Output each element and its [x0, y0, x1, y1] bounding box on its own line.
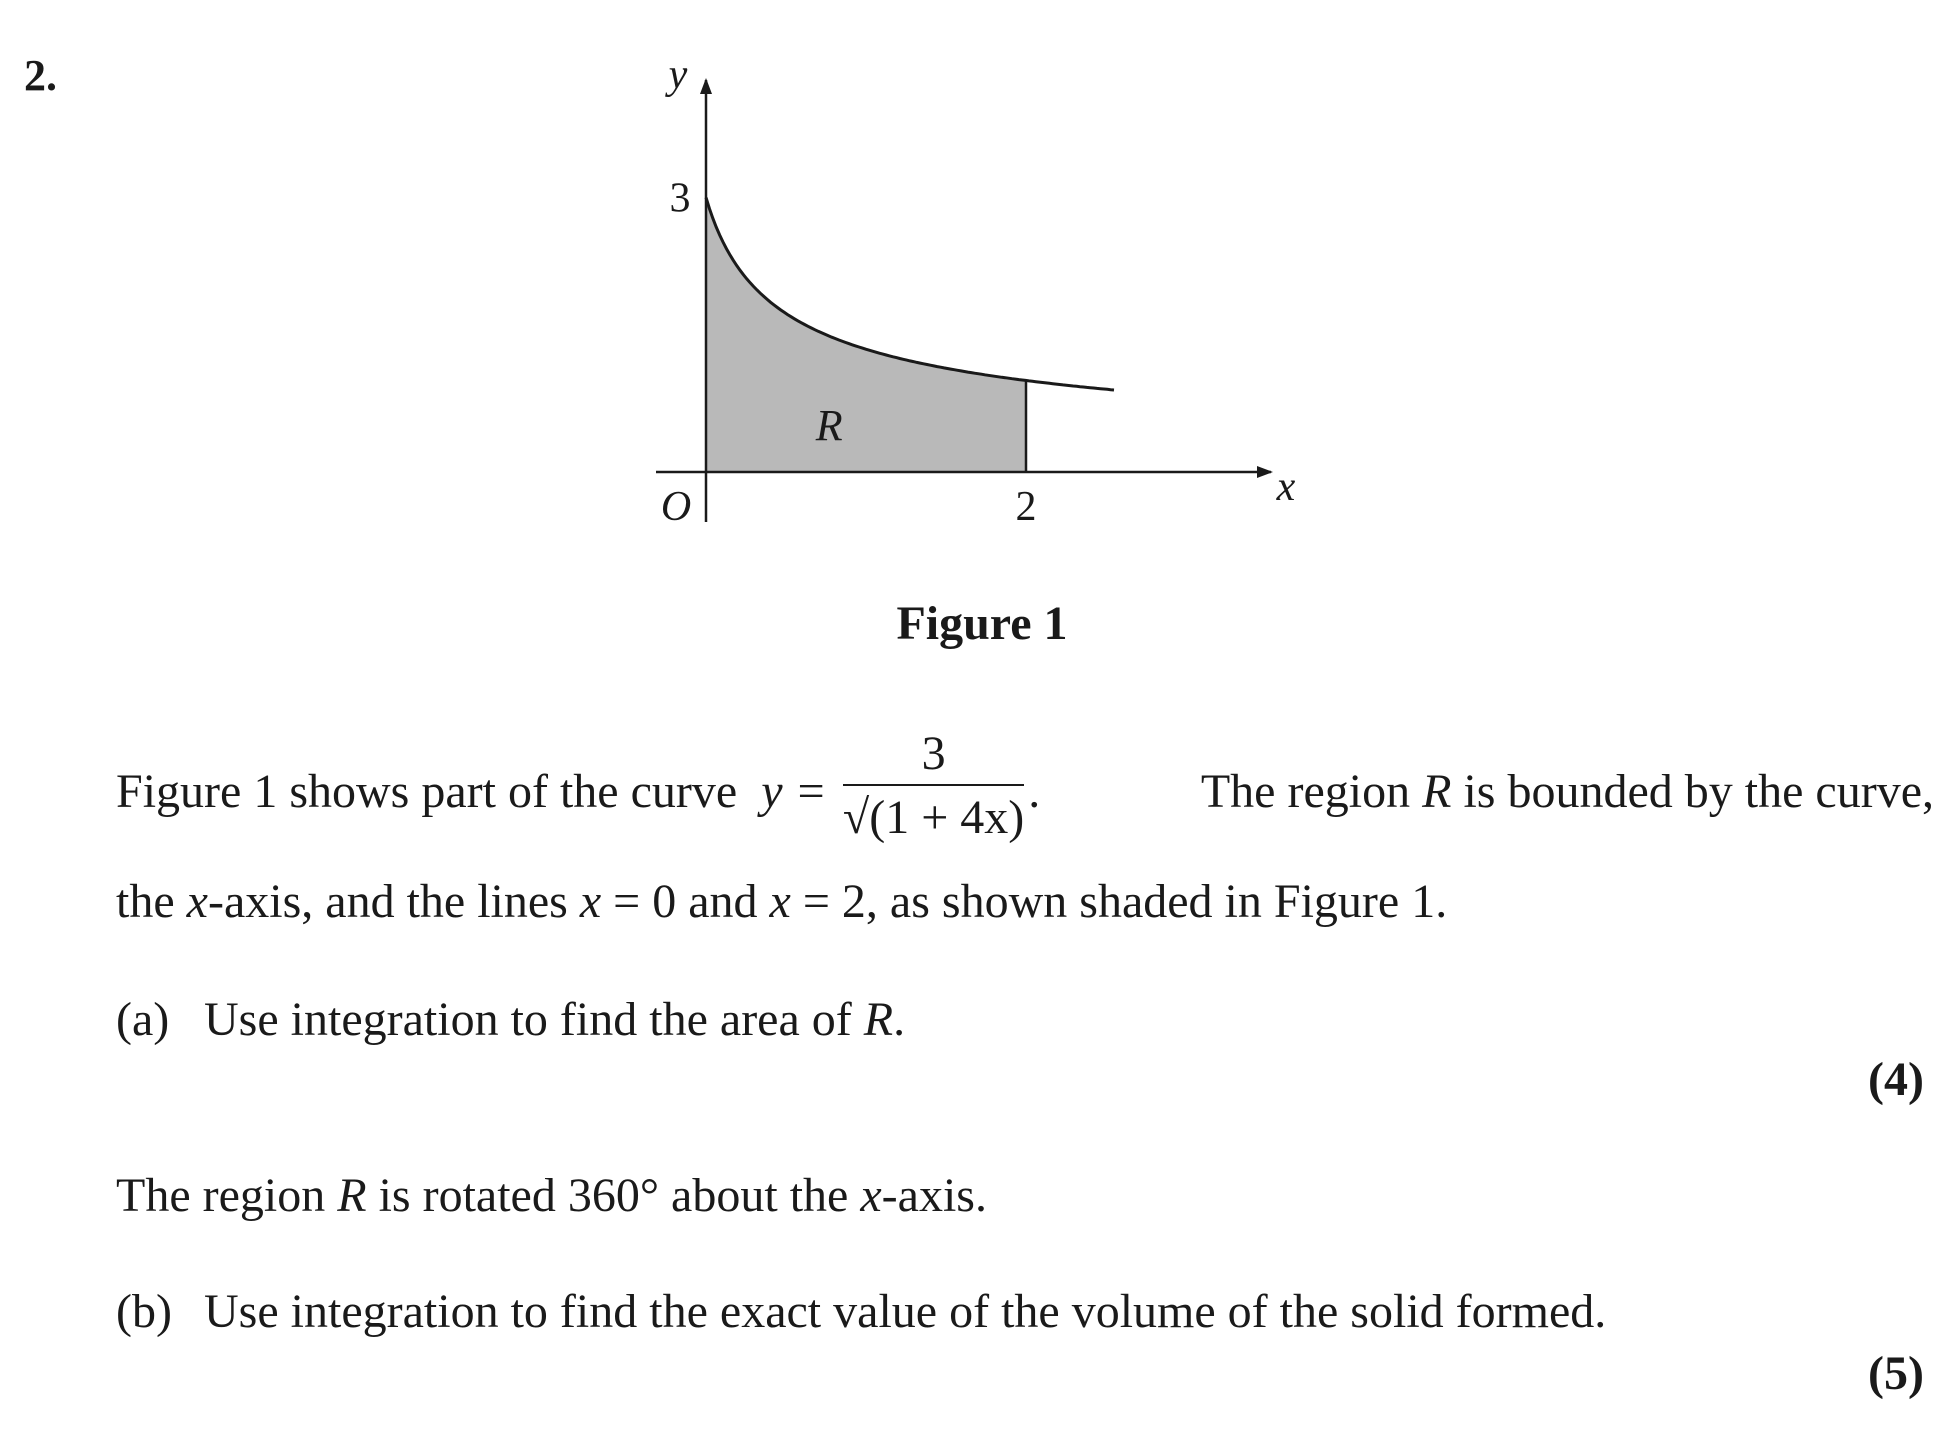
line2-x1: x — [186, 875, 208, 928]
origin-label: O — [660, 484, 692, 530]
part-a-marks: (4) — [1868, 1053, 1924, 1106]
intro-left — [116, 726, 1041, 844]
y-axis-label: y — [668, 60, 688, 98]
line2-x3: x — [769, 875, 791, 928]
question-number: 2. — [24, 51, 57, 100]
shaded-region-r — [706, 198, 1026, 473]
rotation-text-1: The region — [116, 1169, 326, 1222]
region-label: R — [815, 400, 843, 450]
line2-the: the — [116, 875, 175, 928]
line2-axis-text: -axis, and the lines — [207, 875, 568, 928]
y-intercept-label: 3 — [669, 175, 691, 222]
intro-text: Figure 1 shows part of the curve — [116, 765, 738, 818]
intro-region-r: R — [1422, 765, 1452, 818]
part-b-text: Use integration to find the exact value of the volume of the solid formed. — [204, 1285, 1607, 1338]
intro-bounded-text: is bounded by the curve, — [1463, 765, 1934, 818]
line2-eq2: = 2, as shown shaded in Figure 1. — [802, 875, 1448, 928]
fraction-numerator: 3 — [843, 730, 1024, 786]
intro-period: . — [1028, 765, 1041, 818]
figure-caption: Figure 1 — [896, 597, 1068, 650]
part-a-period: . — [893, 993, 906, 1046]
part-a — [116, 992, 905, 1047]
rotation-line — [116, 1168, 987, 1223]
part-a-label: (a) — [116, 993, 170, 1046]
part-a-text: Use integration to find the area of — [204, 993, 852, 1046]
part-b-marks: (5) — [1868, 1347, 1924, 1400]
line2-x2: x — [579, 875, 602, 928]
intro-region-text: The region — [1200, 765, 1411, 818]
part-b-label: (b) — [116, 1285, 172, 1338]
intro-right — [1201, 764, 1934, 819]
y-equals: y = — [761, 765, 827, 818]
part-a-r: R — [863, 993, 894, 1046]
rotation-r: R — [337, 1169, 367, 1222]
x-axis-label: x — [1276, 464, 1296, 510]
line2-eq0: = 0 and — [613, 875, 758, 928]
rotation-text-2: is rotated 360° about the — [378, 1169, 849, 1222]
rotation-x: x — [860, 1169, 882, 1222]
rotation-text-3: -axis. — [881, 1169, 987, 1222]
fraction-denominator: √(1 + 4x) — [842, 790, 1025, 844]
bounds-line — [116, 874, 1447, 929]
curve-plot — [630, 60, 1330, 560]
x-bound-label: 2 — [1015, 484, 1037, 530]
part-b — [116, 1284, 1606, 1339]
intro-line — [116, 726, 1934, 844]
figure-1 — [630, 60, 1330, 560]
